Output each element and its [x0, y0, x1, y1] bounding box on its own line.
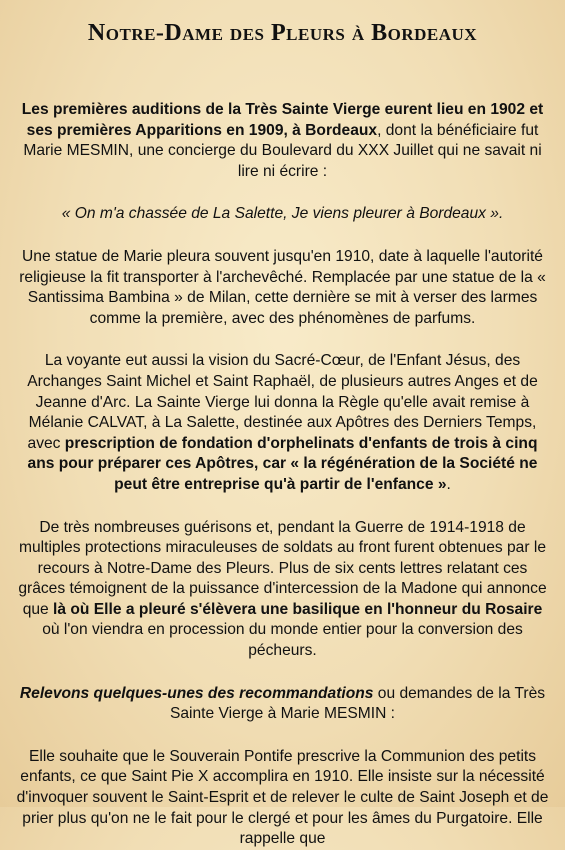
healings-end: où l'on viendra en procession du monde entier pour la conversion des pécheurs.	[42, 621, 523, 660]
page-title: Notre-Dame des Pleurs à Bordeaux	[87, 20, 478, 46]
apparitions-text: , dont la bénéficiaire fut Marie MESMIN, une concierge du Boulevard du XXX Juillet qui ne savait ni lire ni écrire :	[23, 121, 542, 180]
vision-bold-text: prescription de fondation d'orphelinats d'enfants de trois à cinq ans pour préparer ces Apôtres, car « la régénération de la Société ne peut être entreprise qu'à partir de l'enfance »	[27, 434, 538, 493]
paragraph-statue: Une statue de Marie pleura souvent jusqu'en 1910, date à laquelle l'autorité religieuse la fit transporter à l'archevêché. Remplacée par une statue de la « Santissima Bambina » de Milan, cette dernière se mit à verser des larmes comme la première, avec des phénomènes de parfums.	[19, 247, 546, 327]
paragraph-recommendations-intro	[14, 684, 551, 725]
vision-end: .	[446, 475, 451, 493]
paragraph-apparitions	[14, 100, 551, 182]
paragraph-recommendations: Elle souhaite que le Souverain Pontife prescrive la Communion des petits enfants, ce que Saint Pie X accomplira en 1910. Elle insiste sur la nécessité d'invoquer souvent le Saint-Esprit et de relever le culte de Saint Joseph et de prier plus qu'on ne le fait pour le clergé et pour les âmes du Purgatoire. Elle rappelle que	[16, 747, 549, 848]
apparitions-bold-text: Les premières auditions de la Très Sainte Vierge eurent lieu en 1902 et ses premières Apparitions en 1909, à Bordeaux	[21, 101, 544, 139]
healings-text: De très nombreuses guérisons et, pendant la Guerre de 1914-1918 de multiples protections miraculeuses de soldats au front furent obtenues par le recours à Notre-Dame des Pleurs. Plus de six cents lettres relatant ces grâces témoignent de la puissance d'intercession de la Madone qui annonce que	[18, 518, 547, 618]
paragraph-healings	[14, 518, 551, 662]
healings-bold-text: là où Elle a pleuré s'élèvera une basilique en l'honneur du Rosaire	[53, 600, 543, 618]
recommendations-text: ou demandes de la Très Sainte Vierge à Marie MESMIN :	[169, 684, 546, 723]
vision-text: La voyante eut aussi la vision du Sacré-Cœur, de l'Enfant Jésus, des Archanges Saint Michel et Saint Raphaël, de plusieurs autres Anges et de Jeanne d'Arc. La Sainte Vierge lui donna la Règle qu'elle avait remise à Mélanie CALVAT, à La Salette, destinée aux Apôtres des Derniers Temps, avec	[27, 352, 538, 452]
quote-paragraph: « On m'a chassée de La Salette, Je viens pleurer à Bordeaux ».	[61, 205, 504, 223]
recommendations-italic: Relevons quelques-unes des recommandations	[19, 684, 374, 702]
paragraph-vision	[14, 351, 551, 495]
